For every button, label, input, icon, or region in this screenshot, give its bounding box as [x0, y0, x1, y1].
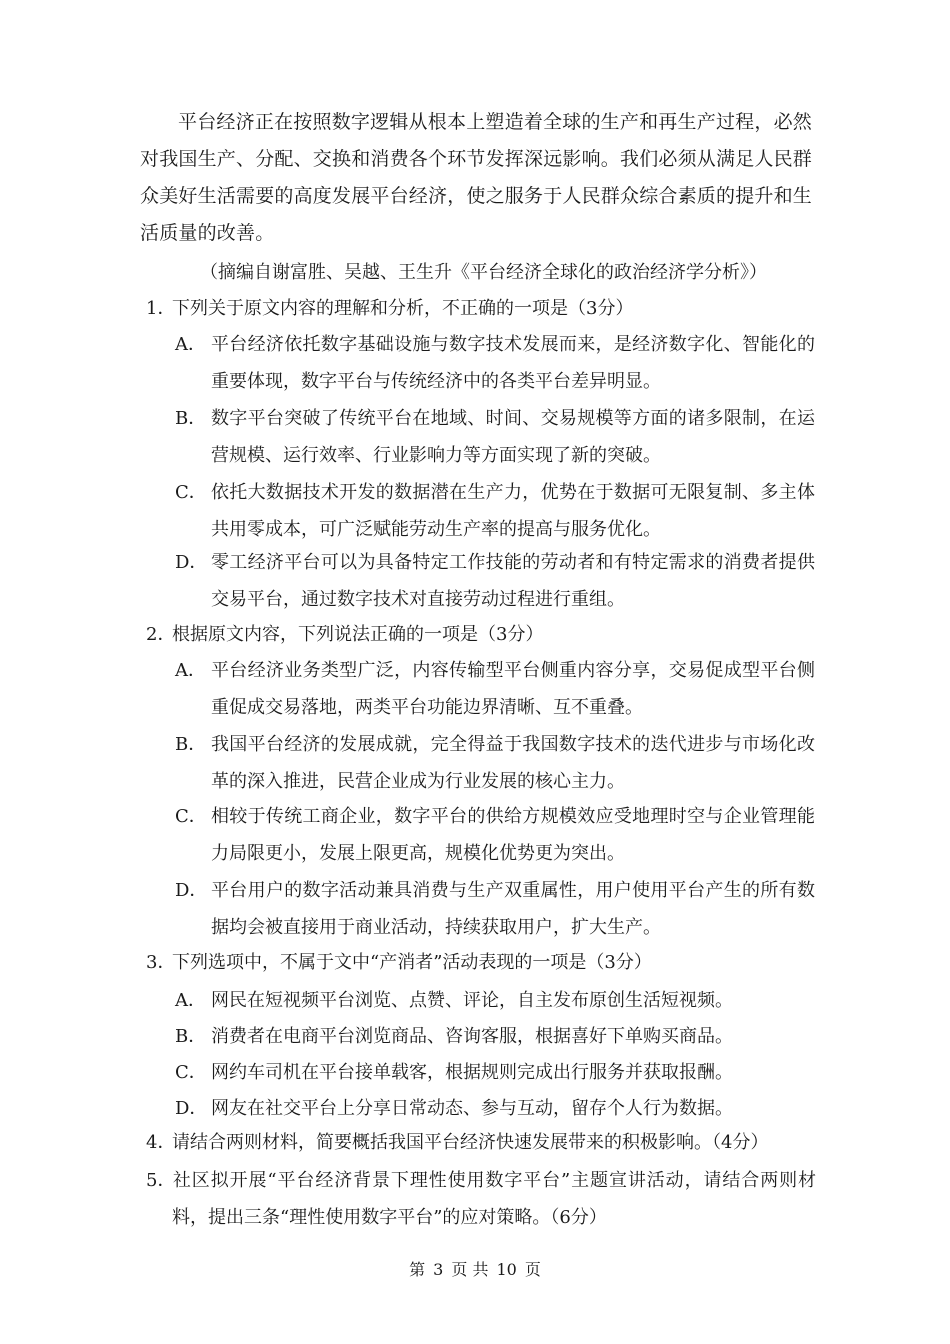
- question-number: 5．: [146, 1170, 176, 1191]
- question-2: [146, 618, 816, 652]
- question-3-option-d: [175, 1090, 815, 1127]
- option-letter: D．: [175, 1098, 208, 1119]
- option-letter: B．: [175, 408, 207, 429]
- option-letter: C．: [175, 1062, 207, 1083]
- option-letter: B．: [175, 734, 207, 755]
- question-number: 1．: [146, 298, 176, 319]
- footer-prefix: 第: [409, 1260, 426, 1279]
- question-1-option-c: [175, 474, 815, 548]
- question-stem: 根据原文内容，下列说法正确的一项是（3分）: [172, 624, 544, 645]
- question-3-option-a: [175, 982, 815, 1019]
- option-letter: A．: [175, 334, 206, 355]
- question-number: 3．: [146, 952, 176, 973]
- option-letter: C．: [175, 482, 207, 503]
- option-text: 零工经济平台可以为具备特定工作技能的劳动者和有特定需求的消费者提供交易平台，通过数字技术对直接劳动过程进行重组。: [211, 552, 815, 610]
- current-page-number: 3: [433, 1260, 444, 1279]
- question-1-option-a: [175, 326, 815, 400]
- question-stem: 下列关于原文内容的理解和分析，不正确的一项是（3分）: [172, 298, 634, 319]
- option-letter: A．: [175, 660, 206, 681]
- option-letter: B．: [175, 1026, 207, 1047]
- footer-middle: 页 共: [451, 1260, 489, 1279]
- question-2-option-a: [175, 652, 815, 726]
- question-number: 4．: [146, 1132, 176, 1153]
- question-1-option-b: [175, 400, 815, 474]
- question-3: [146, 946, 816, 980]
- passage-text: 平台经济正在按照数字逻辑从根本上塑造着全球的生产和再生产过程，必然对我国生产、分配、交换和消费各个环节发挥深远影响。我们必须从满足人民群众美好生活需要的高度发展平台经济，使之服务于人民群众综合素质的提升和生活质量的改善。: [140, 111, 813, 244]
- option-text: 网约车司机在平台接单载客，根据规则完成出行服务并获取报酬。: [211, 1062, 733, 1083]
- option-text: 平台经济业务类型广泛，内容传输型平台侧重内容分享，交易促成型平台侧重促成交易落地，两类平台功能边界清晰、互不重叠。: [211, 660, 815, 718]
- option-text: 依托大数据技术开发的数据潜在生产力，优势在于数据可无限复制、多主体共用零成本，可广泛赋能劳动生产率的提高与服务优化。: [211, 482, 815, 540]
- option-text: 平台经济依托数字基础设施与数字技术发展而来，是经济数字化、智能化的重要体现，数字平台与传统经济中的各类平台差异明显。: [211, 334, 815, 392]
- question-stem: 社区拟开展“平台经济背景下理性使用数字平台”主题宣讲活动，请结合两则材料，提出三条“理性使用数字平台”的应对策略。（6分）: [172, 1170, 816, 1228]
- question-stem: 请结合两则材料，简要概括我国平台经济快速发展带来的积极影响。（4分）: [172, 1132, 769, 1153]
- option-text: 消费者在电商平台浏览商品、咨询客服，根据喜好下单购买商品。: [211, 1026, 733, 1047]
- option-text: 网友在社交平台上分享日常动态、参与互动，留存个人行为数据。: [211, 1098, 733, 1119]
- option-text: 我国平台经济的发展成就，完全得益于我国数字技术的迭代进步与市场化改革的深入推进，民营企业成为行业发展的核心主力。: [211, 734, 815, 792]
- option-text: 数字平台突破了传统平台在地域、时间、交易规模等方面的诸多限制，在运营规模、运行效率、行业影响力等方面实现了新的突破。: [211, 408, 815, 466]
- passage-paragraph: [140, 104, 812, 252]
- question-number: 2．: [146, 624, 176, 645]
- option-letter: C．: [175, 806, 207, 827]
- question-stem: 下列选项中，不属于文中“产消者”活动表现的一项是（3分）: [172, 952, 652, 973]
- question-5: [146, 1162, 816, 1236]
- option-text: 相较于传统工商企业，数字平台的供给方规模效应受地理时空与企业管理能力局限更小，发展上限更高，规模化优势更为突出。: [211, 806, 815, 864]
- option-text: 平台用户的数字活动兼具消费与生产双重属性，用户使用平台产生的所有数据均会被直接用于商业活动，持续获取用户，扩大生产。: [211, 880, 815, 938]
- option-letter: D．: [175, 552, 208, 573]
- question-1: [146, 292, 816, 326]
- option-text: 网民在短视频平台浏览、点赞、评论，自主发布原创生活短视频。: [211, 990, 733, 1011]
- option-letter: A．: [175, 990, 206, 1011]
- question-4: [146, 1126, 816, 1160]
- question-2-option-b: [175, 726, 815, 800]
- question-3-option-b: [175, 1018, 815, 1055]
- footer-suffix: 页: [524, 1260, 541, 1279]
- page-footer: [0, 1258, 950, 1282]
- passage-source: （摘编自谢富胜、吴越、王生升《平台经济全球化的政治经济学分析》）: [200, 262, 767, 283]
- option-letter: D．: [175, 880, 208, 901]
- question-3-option-c: [175, 1054, 815, 1091]
- question-1-option-d: [175, 544, 815, 618]
- question-2-option-d: [175, 872, 815, 946]
- question-2-option-c: [175, 798, 815, 872]
- total-page-count: 10: [496, 1260, 517, 1279]
